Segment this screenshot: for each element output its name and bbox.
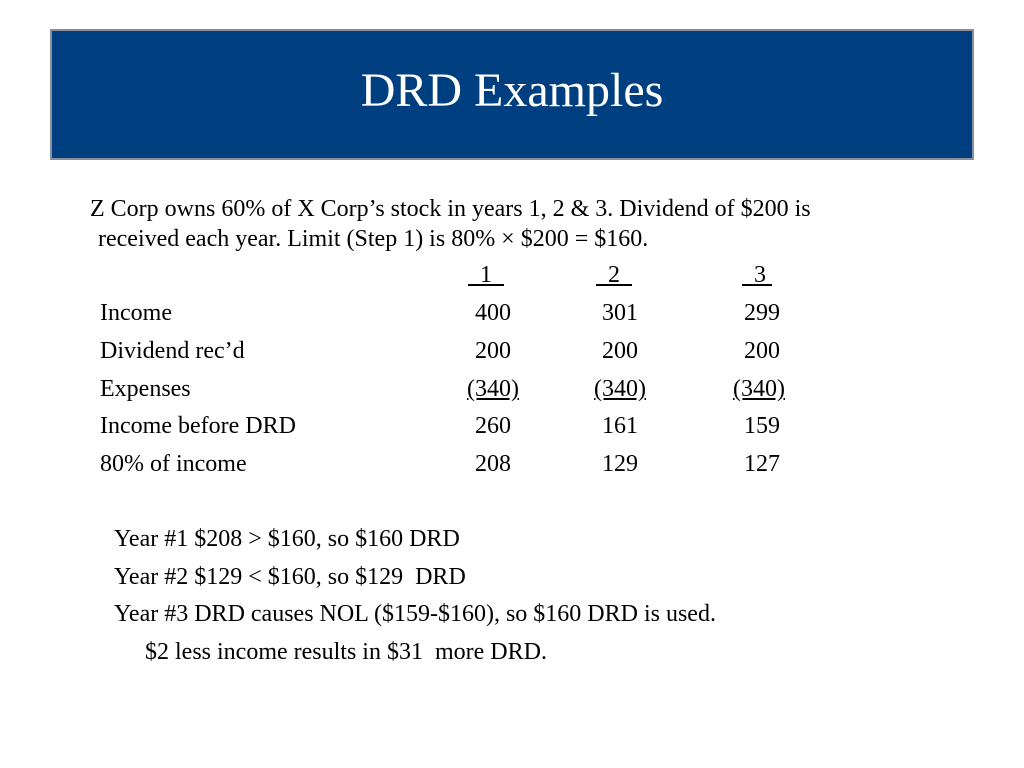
row-label-dividend: Dividend rec’d [100,338,245,364]
note-conclusion: $2 less income results in $31 more DRD. [145,639,547,665]
slide-title: DRD Examples [360,63,664,117]
cell-income-year-1: 400 [475,300,511,326]
cell-expenses-year-1: (340) [467,376,519,402]
cell-income-year-2: 301 [602,300,638,326]
cell-80-percent-year-3: 127 [744,451,780,477]
note-year-3: Year #3 DRD causes NOL ($159-$160), so $160 DRD is used. [114,601,716,627]
column-header-year-1: 1 [468,262,504,288]
row-label-income: Income [100,300,172,326]
row-label-income-before-drd: Income before DRD [100,413,296,439]
intro-line-1: Z Corp owns 60% of X Corp’s stock in years 1, 2 & 3. Dividend of $200 is [90,196,811,222]
title-banner [50,29,974,160]
cell-income-before-drd-year-3: 159 [744,413,780,439]
cell-expenses-year-2: (340) [594,376,646,402]
note-year-2: Year #2 $129 < $160, so $129 DRD [114,564,466,590]
cell-80-percent-year-2: 129 [602,451,638,477]
cell-80-percent-year-1: 208 [475,451,511,477]
cell-income-before-drd-year-1: 260 [475,413,511,439]
cell-dividend-year-2: 200 [602,338,638,364]
cell-expenses-year-3: (340) [733,376,785,402]
column-header-year-2: 2 [596,262,632,288]
cell-dividend-year-3: 200 [744,338,780,364]
intro-line-2: received each year. Limit (Step 1) is 80% × $200 = $160. [98,226,649,252]
cell-income-year-3: 299 [744,300,780,326]
cell-dividend-year-1: 200 [475,338,511,364]
row-label-expenses: Expenses [100,376,191,402]
cell-income-before-drd-year-2: 161 [602,413,638,439]
note-year-1: Year #1 $208 > $160, so $160 DRD [114,526,460,552]
column-header-year-3: 3 [742,262,772,288]
intro-paragraph [90,194,970,254]
row-label-80-percent: 80% of income [100,451,247,477]
